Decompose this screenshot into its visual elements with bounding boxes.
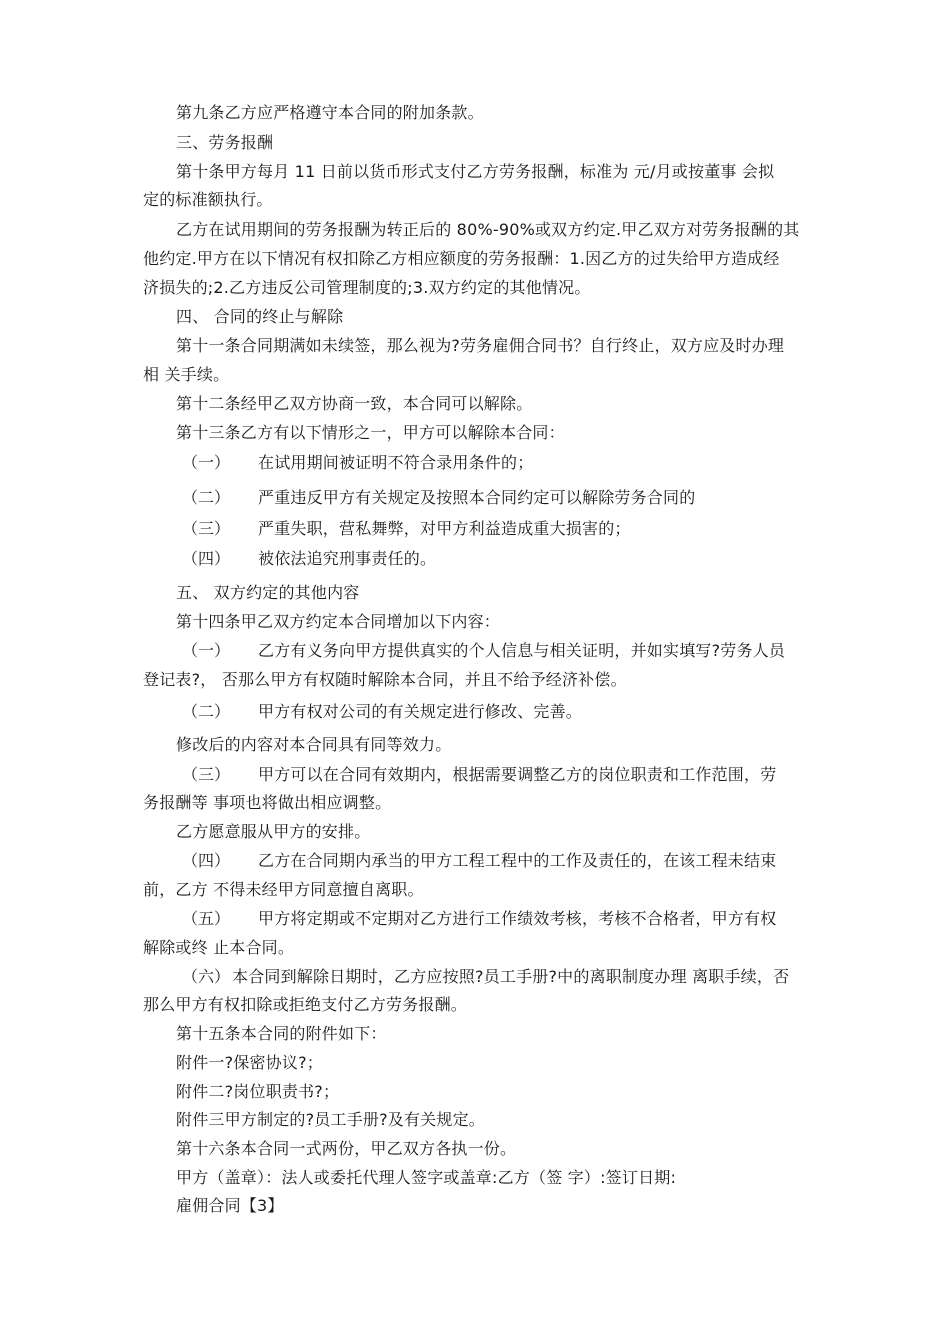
list-item: 严重违反甲方有关规定及按照本合同约定可以解除劳务合同的	[258, 488, 696, 507]
section-heading: 四、 合同的终止与解除	[176, 307, 344, 326]
item-number: （二）	[182, 702, 231, 721]
item-number: （五）	[182, 909, 231, 928]
text-line: 务报酬等 事项也将做出相应调整。	[143, 793, 392, 812]
text-line: 附件二?岗位职责书?；	[176, 1082, 340, 1101]
signature-line: 甲方（盖章）：法人或委托代理人签字或盖章:乙方（签 字）:签订日期:	[176, 1168, 677, 1187]
text-line: 附件三甲方制定的?员工手册?及有关规定。	[176, 1110, 485, 1129]
section-heading: 五、 双方约定的其他内容	[176, 583, 360, 602]
text-line: 定的标准额执行。	[143, 190, 273, 209]
document-title: 雇佣合同【3】	[176, 1196, 284, 1215]
section-heading: 三、劳务报酬	[176, 133, 274, 152]
list-item: 在试用期间被证明不符合录用条件的；	[258, 453, 534, 472]
item-number: （三）	[182, 765, 231, 784]
text-line: 第十二条经甲乙双方协商一致，本合同可以解除。	[176, 394, 533, 413]
text-line: 修改后的内容对本合同具有同等效力。	[176, 735, 452, 754]
text-line: 第十一条合同期满如未续签，那么视为?劳务雇佣合同书？自行终止，双方应及时办理	[176, 336, 785, 355]
text-line: 第十六条本合同一式两份，甲乙双方各执一份。	[176, 1139, 517, 1158]
item-number: （四）	[182, 549, 231, 568]
text-line: 那么甲方有权扣除或拒绝支付乙方劳务报酬。	[143, 995, 468, 1014]
list-item: 乙方在合同期内承当的甲方工程工程中的工作及责任的，在该工程未结束	[258, 851, 777, 870]
list-item: 本合同到解除日期时，乙方应按照?员工手册?中的离职制度办理 离职手续，否	[232, 967, 790, 986]
text-line: 乙方愿意服从甲方的安排。	[176, 822, 371, 841]
list-item: 乙方有义务向甲方提供真实的个人信息与相关证明，并如实填写?劳务人员	[258, 641, 786, 660]
item-number: （三）	[182, 519, 231, 538]
item-number: （二）	[182, 488, 231, 507]
text-line: 他约定.甲方在以下情况有权扣除乙方相应额度的劳务报酬：1.因乙方的过失给甲方造成经	[143, 249, 780, 268]
text-line: 相 关手续。	[143, 365, 230, 384]
text-line: 第十四条甲乙双方约定本合同增加以下内容：	[176, 612, 501, 631]
text-line: 第十五条本合同的附件如下：	[176, 1024, 387, 1043]
text-line: 第十条甲方每月 11 日前以货币形式支付乙方劳务报酬，标准为 元/月或按董事 会拟	[176, 162, 775, 181]
text-line: 附件一?保密协议?；	[176, 1053, 323, 1072]
list-item: 甲方将定期或不定期对乙方进行工作绩效考核，考核不合格者，甲方有权	[258, 909, 777, 928]
item-number: （四）	[182, 851, 231, 870]
text-line: 登记表?， 否那么甲方有权随时解除本合同，并且不给予经济补偿。	[143, 670, 627, 689]
item-number: （六）	[182, 967, 231, 986]
list-item: 甲方可以在合同有效期内，根据需要调整乙方的岗位职责和工作范围，劳	[258, 765, 777, 784]
text-line: 第十三条乙方有以下情形之一，甲方可以解除本合同：	[176, 423, 565, 442]
text-line: 乙方在试用期间的劳务报酬为转正后的 80%-90%或双方约定.甲乙双方对劳务报酬的其	[176, 220, 800, 239]
text-line: 前，乙方 不得未经甲方同意擅自离职。	[143, 880, 424, 899]
text-line: 济损失的;2.乙方违反公司管理制度的;3.双方约定的其他情况。	[143, 278, 591, 297]
list-item: 严重失职，营私舞弊，对甲方利益造成重大损害的；	[258, 519, 631, 538]
list-item: 甲方有权对公司的有关规定进行修改、完善。	[258, 702, 583, 721]
item-number: （一）	[182, 453, 231, 472]
text-line: 第九条乙方应严格遵守本合同的附加条款。	[176, 103, 484, 122]
list-item: 被依法追究刑事责任的。	[258, 549, 437, 568]
item-number: （一）	[182, 641, 231, 660]
text-line: 解除或终 止本合同。	[143, 938, 295, 957]
